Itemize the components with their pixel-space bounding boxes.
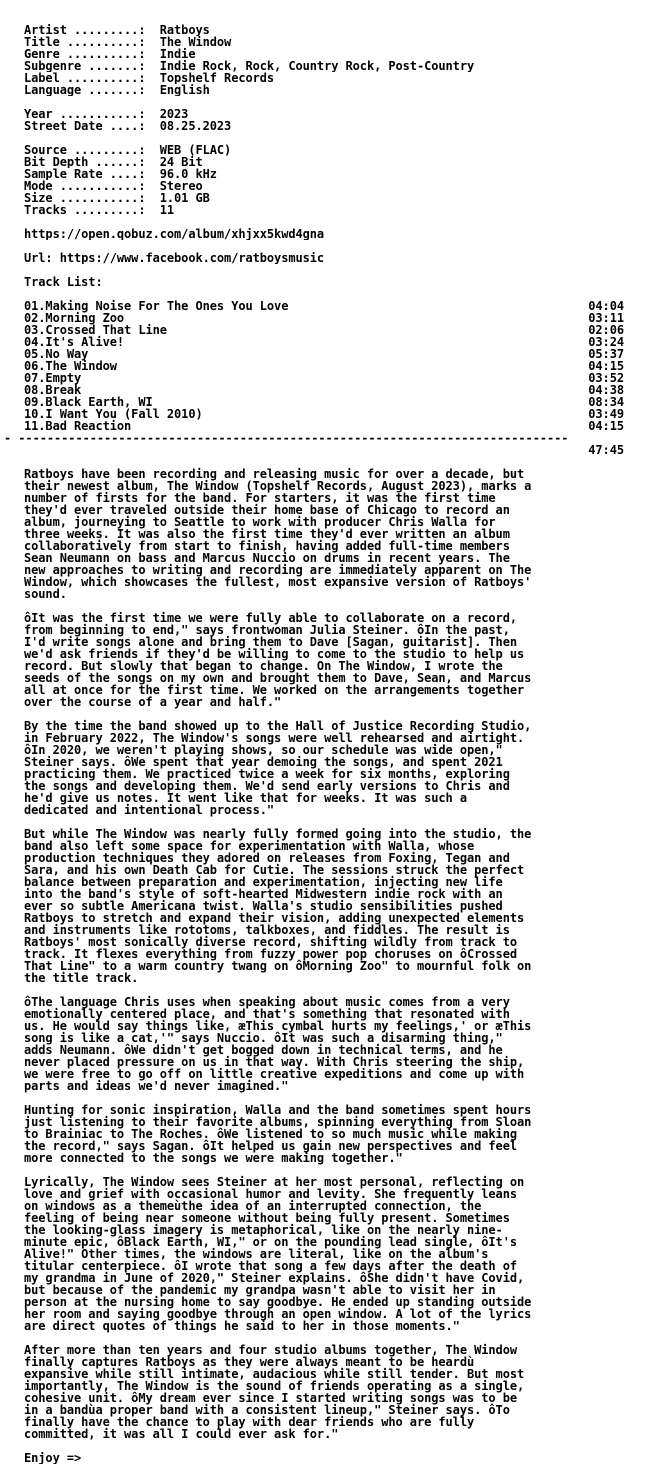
date-info-block [24,108,624,132]
info-title: Title ..........: The Window [24,36,232,48]
info-mode: Mode ...........: Stereo [24,180,203,192]
description-paragraph: Hunting for sonic inspiration, Walla and the band sometimes spent hours just listening to their favorite albums, spinning everything from Sloan to Brainiac to The Roches. ôWe listened to so much music while making the record," says Sagan. ôIt helped us gain new perspectives and feel more connected to the songs we were making together." [24,1103,532,1165]
info-language: Language .......: English [24,84,210,96]
track-row [24,360,624,372]
track-row [24,372,624,384]
track-duration: 03:24 [588,335,624,349]
info-label: Label ..........: Topshelf Records [24,72,275,84]
source-url[interactable]: https://open.qobuz.com/album/xhjxx5kwd4gna [24,228,325,240]
info-subgenre: Subgenre .......: Indie Rock, Rock, Country Rock, Post-Country [24,60,475,72]
track-duration: 04:04 [588,299,624,313]
track-title: 02.Morning Zoo [24,311,125,325]
track-duration: 03:49 [588,407,624,421]
track-title: 06.The Window [24,359,117,373]
track-duration: 04:38 [588,383,624,397]
info-street-date: Street Date ....: 08.25.2023 [24,120,232,132]
track-duration: 08:34 [588,395,624,409]
track-title: 08.Break [24,383,82,397]
track-title: 09.Black Earth, WI [24,395,153,409]
info-sample-rate: Sample Rate ....: 96.0 kHz [24,168,217,180]
track-list-heading: Track List: [24,276,103,288]
info-size: Size ...........: 1.01 GB [24,192,210,204]
website-url[interactable]: Url: https://www.facebook.com/ratboysmusic [24,252,325,264]
track-title: 01.Making Noise For The Ones You Love [24,299,289,313]
description-paragraph: After more than ten years and four studio albums together, The Window finally captures Ratboys as they were always meant to be heardù expansive while still intimate, audacious while still tender. But most importantly, The Window is the sound of friends operating as a single, cohesive unit. ôMy dream ever since I started writing songs was to be in a bandùa proper band with a consistent lineup," Steiner says. ôTo finally have the chance to play with dear friends who are fully committed, it was all I could ever ask for." [24,1343,525,1441]
track-title: 07.Empty [24,371,82,385]
track-list [24,300,624,432]
track-duration: 02:06 [588,323,624,337]
track-duration: 05:37 [588,347,624,361]
album-info-block [24,24,624,96]
technical-info-block [24,144,624,216]
total-duration: 47:45 [588,443,624,457]
track-title: 05.No Way [24,347,89,361]
track-row [24,336,624,348]
info-tracks: Tracks .........: 11 [24,204,175,216]
info-year: Year ...........: 2023 [24,108,189,120]
description-paragraph: ôIt was the first time we were fully able to collaborate on a record, from beginning to end," says frontwoman Julia Steiner. ôIn the past, I'd write songs alone and bring them to Dave [Sagan, guitarist]. Then we'd ask friends if they'd be willing to come to the studio to help us record. But slowly that began to change. On The Window, I wrote the seeds of the songs on my own and brought them to Dave, Sean, and Marcus all at once for the first time. We worked on the arrangements together over the course of a year and half." [24,611,532,709]
track-duration: 04:15 [588,419,624,433]
divider-rule: - ----------------------------------------------------------------------------- [4,432,569,444]
info-genre: Genre ..........: Indie [24,48,196,60]
track-duration: 03:11 [588,311,624,325]
track-row [24,420,624,432]
info-artist: Artist .........: Ratboys [24,24,210,36]
track-title: 10.I Want You (Fall 2010) [24,407,203,421]
release-notes-document [4,24,624,1464]
description-paragraph: ôThe language Chris uses when speaking about music comes from a very emotionally centered place, and that's something that resonated with us. He would say things like, æThis cymbal hurts my feelings,' or æThis song is like a cat,'" says Nuccio. ôIt was such a disarming thing," adds Neumann. ôWe didn't get bogged down in technical terms, and he never placed pressure on us in that way. With Chris steering the ship, we were free to go off on little creative expeditions and come up with parts and ideas we'd never imagined." [24,995,532,1093]
signoff-text: Enjoy => [24,1452,82,1464]
description-paragraph: Ratboys have been recording and releasing music for over a decade, but their newest album, The Window (Topshelf Records, August 2023), marks a number of firsts for the band. For starters, it was the first time they'd ever traveled outside their home base of Chicago to record an album, journeying to Seattle to work with producer Chris Walla for three weeks. It was also the first time they'd ever written an album collaboratively from start to finish, having added full-time members Sean Neumann on bass and Marcus Nuccio on drums in recent years. The new approaches to writing and recording are immediately apparent on The Window, which showcases the fullest, most expansive version of Ratboys' sound. [24,467,532,601]
track-title: 03.Crossed That Line [24,323,167,337]
description-paragraph: By the time the band showed up to the Hall of Justice Recording Studio, in February 2022, The Window's songs were well rehearsed and airtight. ôIn 2020, we weren't playing shows, so our schedule was wide open," Steiner says. ôWe spent that year demoing the songs, and spent 2021 practicing them. We practiced twice a week for six months, exploring the songs and developing them. We'd send early versions to Chris and he'd give us notes. It went like that for weeks. It was such a dedicated and intentional process." [24,719,532,817]
info-source: Source .........: WEB (FLAC) [24,144,232,156]
description-paragraph: Lyrically, The Window sees Steiner at her most personal, reflecting on love and grief with occasional humor and levity. She frequently leans on windows as a themeùthe idea of an interrupted connection, the feeling of being near someone without being fully present. Sometimes the looking-glass imagery is metaphorical, like on the nearly nine- minute epic, ôBlack Earth, WI," or on the pounding lead single, ôIt's Alive!" Other times, the windows are literal, like on the album's titular centerpiece. ôI wrote that song a few days after the death of my grandma in June of 2020," Steiner explains. ôShe didn't have Covid, but because of the pandemic my grandpa wasn't able to visit her in person at the nursing home to say goodbye. He ended up standing outside her room and saying goodbye through an open window. A lot of the lyrics are direct quotes of things he said to her in those moments." [24,1175,532,1333]
track-title: 04.It's Alive! [24,335,125,349]
description-paragraph: But while The Window was nearly fully formed going into the studio, the band also left some space for experimentation with Walla, whose production techniques they adored on releases from Foxing, Tegan and Sara, and his own Death Cab for Cutie. The sessions struck the perfect balance between preparation and experimentation, injecting new life into the band's style of soft-hearted Midwestern indie rock with an ever so subtle Americana twist. Walla's studio sensibilities pushed Ratboys to stretch and expand their vision, adding unexpected elements and instruments like rototoms, talkboxes, and fiddles. The result is Ratboys' most sonically diverse record, shifting wildly from track to track. It flexes everything from fuzzy power pop choruses on ôCrossed That Line" to a warm country twang on ôMorning Zoo" to mournful folk on the title track. [24,827,532,985]
track-duration: 04:15 [588,359,624,373]
track-duration: 03:52 [588,371,624,385]
info-bit-depth: Bit Depth ......: 24 Bit [24,156,203,168]
track-title: 11.Bad Reaction [24,419,132,433]
